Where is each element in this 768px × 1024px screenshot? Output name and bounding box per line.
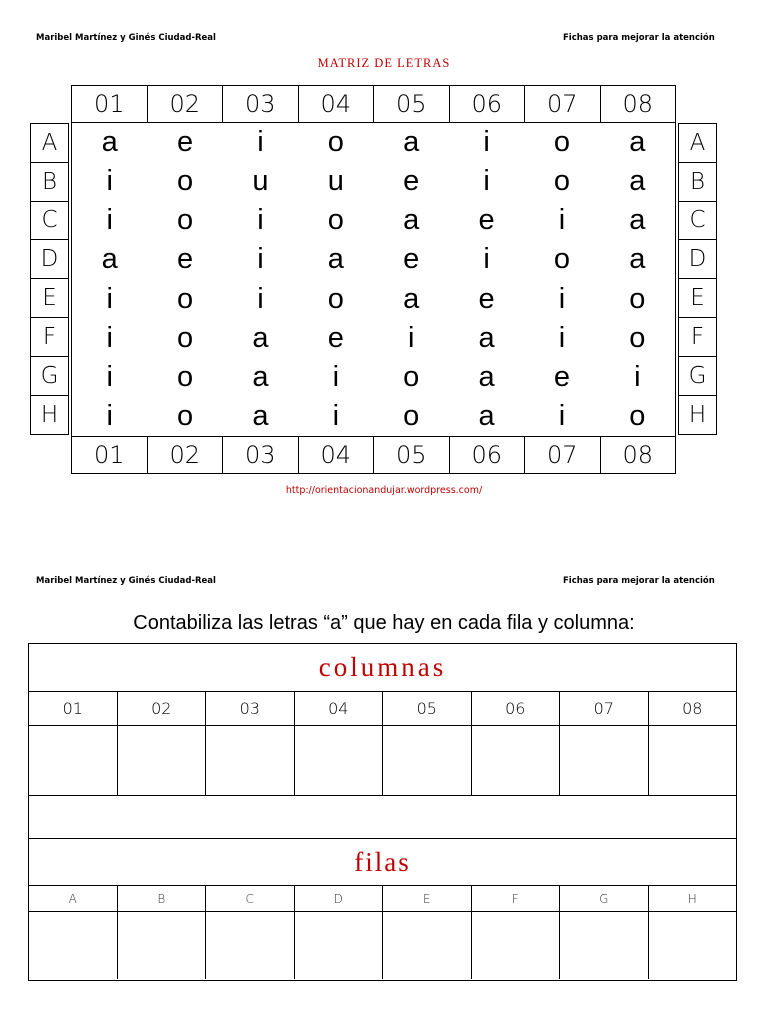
column-answer-box[interactable]	[649, 726, 737, 795]
row-letter-label: F	[31, 318, 68, 357]
matrix-letter: i	[483, 165, 490, 198]
row-letter-label: G	[31, 357, 68, 396]
matrix-letter: e	[327, 321, 344, 354]
row-answer-box[interactable]	[560, 912, 649, 979]
columns-title: columnas	[318, 652, 447, 682]
row-letter-label: B	[31, 163, 68, 202]
matrix-letter: o	[403, 399, 420, 432]
matrix-letter: o	[176, 165, 194, 198]
column-answer-box[interactable]	[383, 726, 472, 795]
column-number-label: 03	[223, 437, 299, 473]
row-answer-row	[29, 911, 736, 979]
matrix-letter: i	[106, 204, 113, 237]
column-header-cell: 02	[118, 692, 207, 725]
matrix-letter: a	[403, 204, 420, 237]
column-number-label: 05	[374, 437, 450, 473]
matrix-letter: i	[257, 204, 264, 237]
rows-title-row	[29, 838, 736, 885]
column-header-cell: 06	[472, 692, 561, 725]
author-header-2: Maribel Martínez y Ginés Ciudad-Real	[36, 576, 216, 586]
matrix-letter: i	[483, 126, 490, 159]
matrix-letter: a	[629, 204, 646, 237]
row-header-cell: G	[560, 886, 649, 911]
column-header-cell: 07	[560, 692, 649, 725]
row-letter-label: E	[31, 279, 68, 318]
column-number-label: 05	[374, 86, 450, 122]
column-answer-box[interactable]	[472, 726, 561, 795]
row-header-cell: C	[206, 886, 295, 911]
columns-title-row	[29, 644, 736, 691]
row-letter-label: E	[679, 279, 716, 318]
row-header-cell: A	[29, 886, 118, 911]
row-letter-label: H	[40, 401, 59, 428]
matrix-letter: o	[176, 282, 194, 315]
matrix-letter: e	[478, 204, 495, 237]
matrix-letter: i	[106, 321, 113, 354]
matrix-letter: o	[327, 126, 344, 159]
row-header-cell: E	[383, 886, 472, 911]
matrix-letter: a	[403, 282, 420, 315]
column-number-row	[29, 691, 736, 725]
matrix-letter: o	[553, 165, 570, 198]
column-answer-row	[29, 725, 736, 795]
matrix-letter: a	[478, 321, 495, 354]
matrix-letter: a	[629, 165, 646, 198]
matrix-letter: i	[106, 165, 113, 198]
column-number-label: 07	[525, 86, 601, 122]
matrix-letter: a	[101, 243, 118, 276]
source-link[interactable]: http://orientacionandujar.wordpress.com/	[285, 485, 483, 496]
column-number-label: 01	[72, 86, 148, 122]
matrix-letter: e	[176, 243, 194, 276]
row-header-cell: B	[118, 886, 207, 911]
row-answer-box[interactable]	[295, 912, 384, 979]
matrix-letter: a	[252, 360, 269, 393]
column-number-label: 06	[450, 86, 526, 122]
column-answer-box[interactable]	[29, 726, 118, 795]
row-header-cell: F	[472, 886, 561, 911]
matrix-letter: e	[403, 243, 420, 276]
column-number-label: 04	[299, 437, 375, 473]
worksheet-header: Fichas para mejorar la atención	[563, 33, 715, 43]
row-letter-label: H	[688, 401, 707, 428]
row-letter-row	[29, 885, 736, 911]
matrix-letter: i	[483, 243, 490, 276]
column-header-cell: 04	[295, 692, 384, 725]
matrix-letter: o	[176, 399, 194, 432]
column-answer-box[interactable]	[118, 726, 207, 795]
row-letter-label: G	[679, 357, 716, 396]
letter-matrix	[71, 123, 676, 436]
matrix-letter: i	[257, 243, 264, 276]
right-row-letters	[678, 123, 717, 435]
row-letter-label: C	[31, 202, 68, 241]
column-header-cell: 05	[383, 692, 472, 725]
matrix-letter: o	[629, 282, 646, 315]
matrix-letter: a	[252, 399, 269, 432]
column-number-label: 01	[72, 437, 148, 473]
matrix-letter: e	[403, 165, 420, 198]
column-number-label: 08	[622, 90, 654, 118]
column-number-label: 07	[525, 437, 601, 473]
matrix-letter: i	[634, 360, 641, 393]
matrix-letter: a	[478, 399, 495, 432]
row-header-cell: H	[687, 891, 697, 906]
matrix-letter: u	[252, 165, 269, 198]
row-header-cell: D	[295, 886, 384, 911]
matrix-letter: a	[629, 243, 646, 276]
matrix-letter: o	[629, 399, 646, 432]
row-letter-label: F	[679, 318, 716, 357]
column-answer-box[interactable]	[560, 726, 649, 795]
row-answer-box[interactable]	[118, 912, 207, 979]
matrix-letter: i	[558, 399, 566, 432]
answer-table	[28, 643, 737, 981]
column-number-label: 02	[148, 437, 224, 473]
row-letter-label: D	[679, 240, 716, 279]
matrix-letter: i	[106, 399, 113, 432]
matrix-letter: i	[106, 360, 113, 393]
left-row-letters	[30, 123, 69, 435]
matrix-letter: i	[558, 321, 566, 354]
matrix-letter: a	[327, 243, 344, 276]
matrix-letter: o	[553, 243, 570, 276]
matrix-letter: a	[403, 126, 420, 159]
matrix-letter: i	[257, 126, 264, 159]
matrix-letter: i	[106, 282, 113, 315]
matrix-letter: a	[629, 126, 646, 159]
column-answer-box[interactable]	[206, 726, 295, 795]
column-number-label: 02	[148, 86, 224, 122]
column-header-cell: 01	[29, 692, 118, 725]
matrix-letter: o	[327, 204, 344, 237]
rows-title: filas	[354, 846, 411, 877]
column-number-label: 06	[450, 437, 526, 473]
column-number-label: 08	[622, 441, 654, 469]
matrix-letter: i	[332, 360, 340, 393]
author-header: Maribel Martínez y Ginés Ciudad-Real	[36, 33, 216, 43]
row-answer-box[interactable]	[383, 912, 472, 979]
row-letter-label: D	[31, 240, 68, 279]
matrix-letter: i	[332, 399, 340, 432]
row-answer-box[interactable]	[29, 912, 118, 979]
matrix-letter: a	[252, 321, 269, 354]
matrix-letter: i	[407, 321, 415, 354]
matrix-letter: e	[553, 360, 570, 393]
row-answer-box[interactable]	[649, 912, 737, 979]
matrix-letter: e	[176, 126, 194, 159]
matrix-title: MATRIZ DE LETRAS	[317, 56, 451, 70]
row-answer-box[interactable]	[472, 912, 561, 979]
matrix-letter: o	[403, 360, 420, 393]
column-header-cell: 08	[682, 699, 703, 718]
bottom-column-numbers	[71, 436, 676, 474]
column-answer-box[interactable]	[295, 726, 384, 795]
matrix-letter: i	[558, 282, 566, 315]
matrix-letter: i	[558, 204, 566, 237]
column-number-label: 03	[223, 86, 299, 122]
row-letter-label: B	[679, 163, 716, 202]
instruction-text: Contabiliza las letras “a” que hay en cada fila y columna:	[133, 612, 635, 634]
matrix-letter: a	[478, 360, 495, 393]
column-number-label: 04	[299, 86, 375, 122]
matrix-letter: i	[257, 282, 264, 315]
matrix-letter: o	[176, 360, 194, 393]
row-answer-box[interactable]	[206, 912, 295, 979]
top-column-numbers	[71, 85, 676, 123]
matrix-letter: o	[327, 282, 344, 315]
matrix-letter: u	[327, 165, 344, 198]
matrix-letter: o	[629, 321, 646, 354]
blank-separator-row	[29, 795, 736, 838]
column-header-cell: 03	[206, 692, 295, 725]
matrix-letter: e	[478, 282, 495, 315]
worksheet-header-2: Fichas para mejorar la atención	[563, 576, 715, 586]
row-letter-label: A	[31, 124, 68, 163]
row-letter-label: A	[679, 124, 716, 163]
matrix-letter: o	[553, 126, 570, 159]
matrix-letter: o	[176, 321, 194, 354]
matrix-letter: o	[176, 204, 194, 237]
row-letter-label: C	[679, 202, 716, 241]
matrix-letter: a	[101, 126, 118, 159]
